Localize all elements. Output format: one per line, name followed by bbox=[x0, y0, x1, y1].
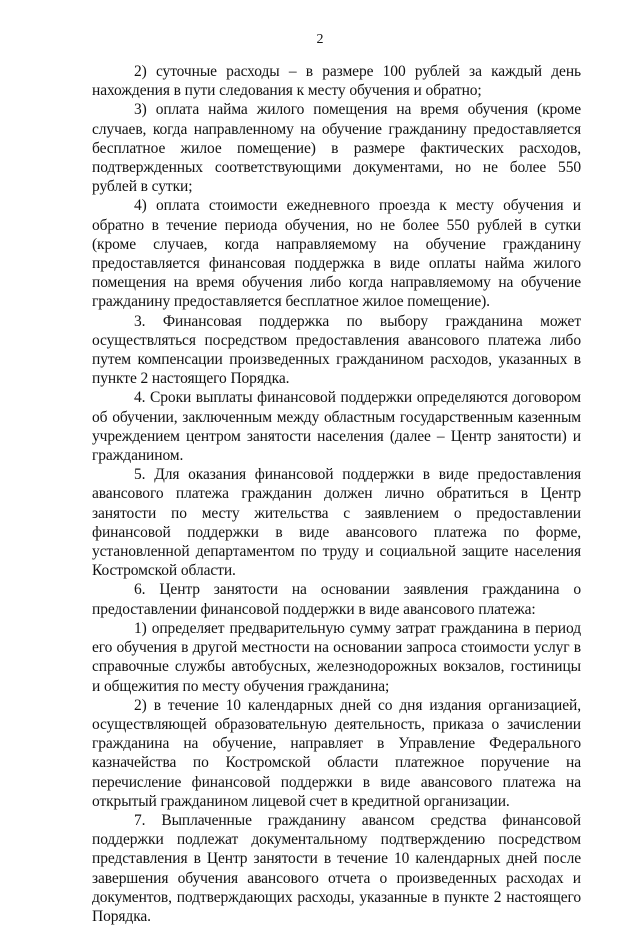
paragraph-section-6-item-1: 1) определяет предварительную сумму затрат гражданина в период его обучения в другой местности на основании запроса стоимости услуг в справочные службы автобусных, железнодорожных вокзалов, гостиницы и общежития по месту обучения гражданина; bbox=[92, 619, 581, 695]
paragraph-daily-travel: 4) оплата стоимости ежедневного проезда к месту обучения и обратно в течение периода обучения, но не более 550 рублей в сутки (кроме случаев, когда направляемому на обучение гражданину предоставляется финансовая поддержка в виде оплаты найма жилого помещения на время обучения либо когда направляемому на обучение гражданину предоставляется бесплатное жилое помещение). bbox=[92, 197, 581, 311]
paragraph-section-6-item-2: 2) в течение 10 календарных дней со дня издания организацией, осуществляющей образовательную деятельность, приказа о зачислении гражданина на обучение, направляет в Управление Федерального казначейства по Костромской области платежное поручение на перечисление финансовой поддержки в виде авансового платежа на открытый гражданином лицевой счет в кредитной организации. bbox=[92, 696, 581, 810]
paragraph-section-7: 7. Выплаченные гражданину авансом средства финансовой поддержки подлежат документальному подтверждению посредством представления в Центр занятости в течение 10 календарных дней после завершения обучения авансового отчета о произведенных расходах и документов, подтверждающих расходы, указанные в пункте 2 настоящего Порядка. bbox=[92, 811, 581, 925]
paragraph-housing-rent: 3) оплата найма жилого помещения на время обучения (кроме случаев, когда направленному на обучение гражданину предоставляется бесплатное жилое помещение) в размере фактических расходов, подтвержденных соответствующими документами, но не более 550 рублей в сутки; bbox=[92, 101, 581, 196]
page-number: 2 bbox=[316, 32, 324, 47]
paragraph-section-5: 5. Для оказания финансовой поддержки в виде предоставления авансового платежа гражданин должен лично обратиться в Центр занятости по месту жительства с заявлением о предоставлении финансовой поддержки в виде авансового платежа по форме, установленной департаментом по труду и социальной защите населения Костромской области. bbox=[92, 466, 581, 580]
paragraph-section-6: 6. Центр занятости на основании заявления гражданина о предоставлении финансовой поддержки в виде авансового платежа: bbox=[92, 581, 581, 618]
document-body bbox=[92, 62, 581, 926]
paragraph-section-3: 3. Финансовая поддержка по выбору гражданина может осуществляться посредством предоставления авансового платежа либо путем компенсации произведенных гражданином расходов, указанных в пункте 2 настоящего Порядка. bbox=[92, 312, 581, 388]
paragraph-daily-allowance: 2) суточные расходы – в размере 100 рублей за каждый день нахождения в пути следования к месту обучения и обратно; bbox=[92, 63, 581, 100]
paragraph-section-4: 4. Сроки выплаты финансовой поддержки определяются договором об обучении, заключенным между областным государственным казенным учреждением центром занятости населения (далее – Центр занятости) и гражданином. bbox=[92, 389, 581, 465]
